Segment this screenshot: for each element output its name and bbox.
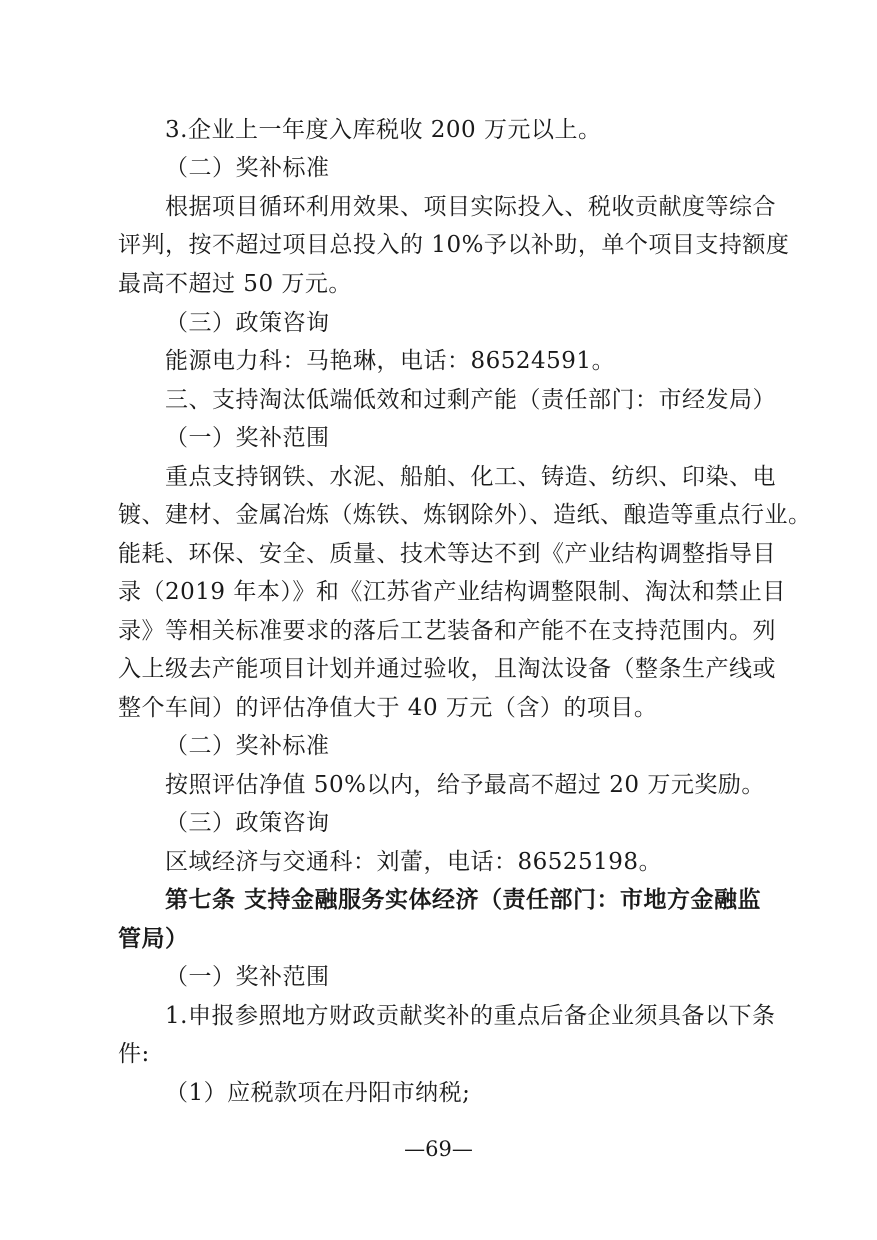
- section-heading: （一）奖补范围: [165, 425, 330, 451]
- section-heading: （三）政策咨询: [165, 810, 330, 836]
- text-line: 评判，按不超过项目总投入的 10%予以补助，单个项目支持额度: [118, 232, 790, 258]
- text-line: 3.企业上一年度入库税收 200 万元以上。: [165, 117, 602, 143]
- text-line: 件:: [118, 1041, 150, 1067]
- text-line: 整个车间）的评估净值大于 40 万元（含）的项目。: [118, 695, 658, 721]
- text-line: 重点支持钢铁、水泥、船舶、化工、铸造、纺织、印染、电: [165, 464, 776, 490]
- text-line: 能耗、环保、安全、质量、技术等达不到《产业结构调整指导目: [118, 541, 776, 567]
- text-line: 入上级去产能项目计划并通过验收，且淘汰设备（整条生产线或: [118, 656, 776, 682]
- text-line: 镀、建材、金属冶炼（炼铁、炼钢除外）、造纸、酿造等重点行业。: [118, 502, 812, 528]
- page-number: —69—: [404, 1137, 473, 1161]
- article-heading: 管局）: [118, 925, 189, 952]
- text-line: （1）应税款项在丹阳市纳税;: [165, 1080, 471, 1106]
- text-line: 根据项目循环利用效果、项目实际投入、税收贡献度等综合: [165, 194, 776, 220]
- article-heading: 第七条 支持金融服务实体经济（责任部门：市地方金融监: [165, 886, 762, 913]
- text-line: 按照评估净值 50%以内，给予最高不超过 20 万元奖励。: [165, 772, 765, 798]
- contact-line: 能源电力科：马艳琳，电话：86524591。: [165, 348, 616, 374]
- text-line: 最高不超过 50 万元。: [118, 271, 352, 297]
- section-heading: （二）奖补标准: [165, 155, 330, 181]
- section-heading: （二）奖补标准: [165, 733, 330, 759]
- text-line: 录（2019 年本）》和《江苏省产业结构调整限制、淘汰和禁止目: [118, 579, 786, 605]
- text-line: 1.申报参照地方财政贡献奖补的重点后备企业须具备以下条: [165, 1003, 776, 1029]
- contact-line: 区域经济与交通科：刘蕾，电话：86525198。: [165, 849, 663, 875]
- section-heading: （一）奖补范围: [165, 964, 330, 990]
- text-line: 录》等相关标准要求的落后工艺装备和产能不在支持范围内。列: [118, 618, 776, 644]
- article-heading: 三、支持淘汰低端低效和过剩产能（责任部门：市经发局）: [165, 387, 776, 413]
- section-heading: （三）政策咨询: [165, 310, 330, 336]
